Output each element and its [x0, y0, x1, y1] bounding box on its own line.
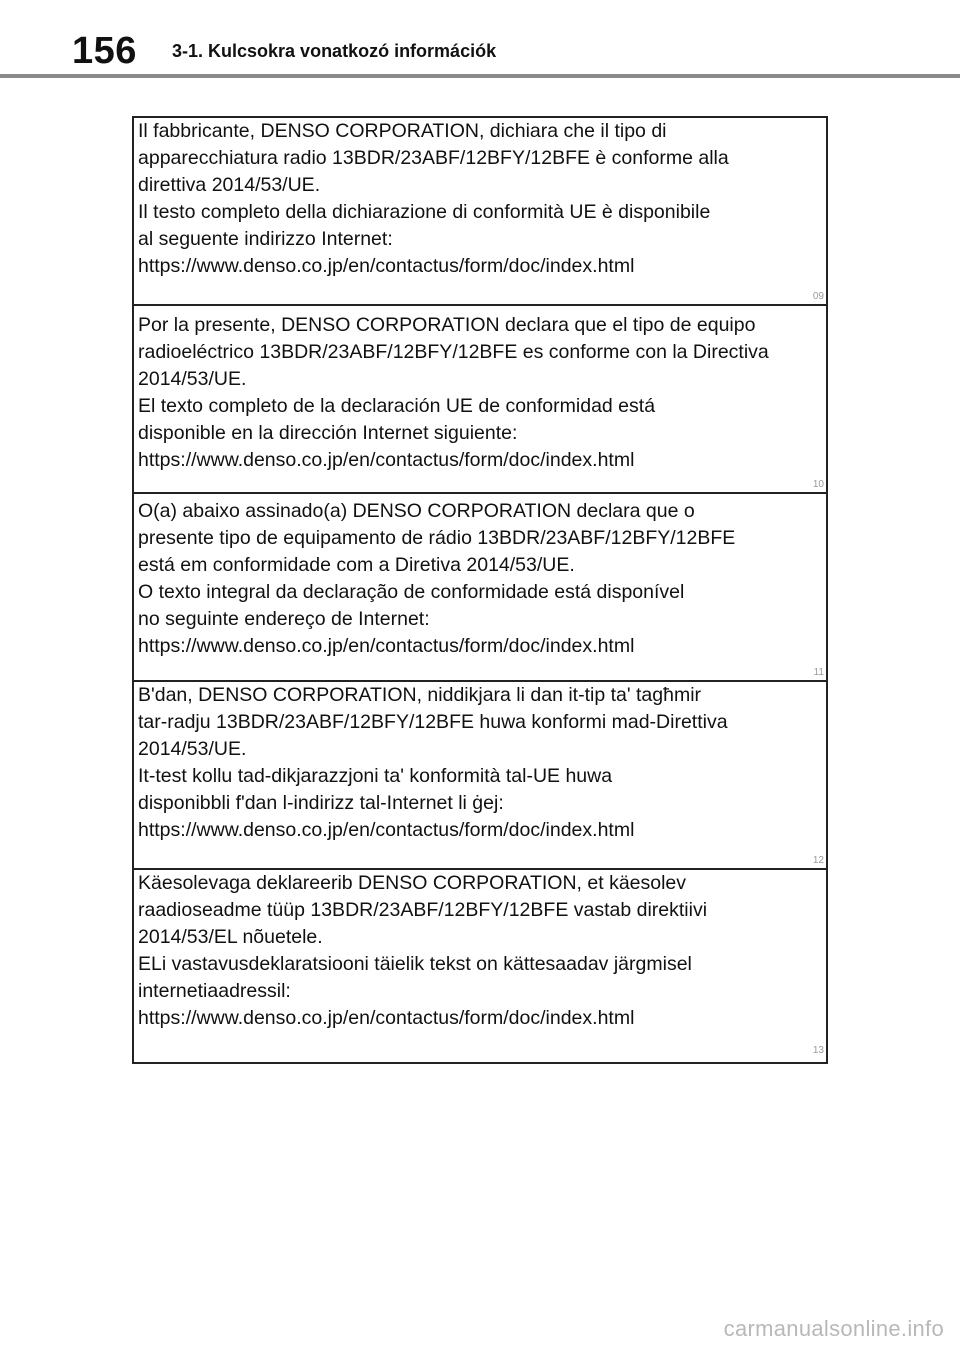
declaration-line: no seguinte endereço de Internet:: [138, 608, 430, 630]
declaration-line: Por la presente, DENSO CORPORATION declara que el tipo de equipo: [138, 314, 756, 336]
declaration-line: 2014/53/EL nõuetele.: [138, 926, 323, 948]
declaration-line: presente tipo de equipamento de rádio 13BDR/23ABF/12BFY/12BFE: [138, 527, 736, 549]
declaration-box-portuguese: [134, 494, 826, 682]
declaration-line: direttiva 2014/53/UE.: [138, 174, 321, 196]
declaration-url: https://www.denso.co.jp/en/contactus/form/doc/index.html: [138, 1007, 635, 1029]
box-number: 11: [813, 667, 824, 678]
declaration-box-estonian: [134, 870, 826, 1058]
declaration-line: O(a) abaixo assinado(a) DENSO CORPORATION declara que o: [138, 500, 695, 522]
declaration-line: radioeléctrico 13BDR/23ABF/12BFY/12BFE es conforme con la Directiva: [138, 341, 769, 363]
declaration-line: disponibbli f'dan l-indirizz tal-Internet li ġej:: [138, 792, 504, 814]
declaration-url: https://www.denso.co.jp/en/contactus/form/doc/index.html: [138, 449, 635, 471]
declaration-line: B'dan, DENSO CORPORATION, niddikjara li dan it-tip ta' tagħmir: [138, 684, 702, 706]
box-number: 10: [812, 479, 824, 490]
header-divider: [0, 74, 960, 78]
declaration-line: It-test kollu tad-dikjarazzjoni ta' konformità tal-UE huwa: [138, 765, 613, 787]
declaration-line: Käesolevaga deklareerib DENSO CORPORATION, et käesolev: [138, 872, 687, 894]
section-title: 3-1. Kulcsokra vonatkozó információk: [172, 41, 497, 61]
box-number: 13: [812, 1045, 824, 1056]
declaration-line: disponible en la dirección Internet siguiente:: [138, 422, 518, 444]
declaration-box-spanish: [134, 306, 826, 494]
declaration-line: tar-radju 13BDR/23ABF/12BFY/12BFE huwa konformi mad-Direttiva: [138, 711, 728, 733]
declaration-line: al seguente indirizzo Internet:: [138, 228, 393, 250]
declaration-box-italian: [134, 118, 826, 306]
declaration-line: O texto integral da declaração de conformidade está disponível: [138, 581, 685, 603]
watermark: carmanualsonline.info: [723, 1316, 944, 1341]
declaration-url: https://www.denso.co.jp/en/contactus/form/doc/index.html: [138, 635, 635, 657]
declaration-box-maltese: [134, 682, 826, 870]
declaration-line: está em conformidade com a Diretiva 2014/53/UE.: [138, 554, 575, 576]
declaration-line: El texto completo de la declaración UE de conformidad está: [138, 395, 656, 417]
declaration-line: raadioseadme tüüp 13BDR/23ABF/12BFY/12BFE vastab direktiivi: [138, 899, 708, 921]
box-number: 12: [812, 855, 824, 866]
page-header: [0, 0, 960, 80]
page-number: 156: [72, 30, 137, 72]
declaration-line: ELi vastavusdeklaratsiooni täielik tekst on kättesaadav järgmisel: [138, 953, 692, 975]
declaration-table: [132, 116, 828, 1064]
declaration-line: Il fabbricante, DENSO CORPORATION, dichiara che il tipo di: [138, 120, 667, 142]
box-number: 09: [812, 291, 824, 302]
declaration-url: https://www.denso.co.jp/en/contactus/form/doc/index.html: [138, 255, 635, 277]
declaration-line: Il testo completo della dichiarazione di conformità UE è disponibile: [138, 201, 711, 223]
declaration-line: 2014/53/UE.: [138, 368, 247, 390]
declaration-line: apparecchiatura radio 13BDR/23ABF/12BFY/12BFE è conforme alla: [138, 147, 729, 169]
declaration-line: internetiaadressil:: [138, 980, 291, 1002]
declaration-url: https://www.denso.co.jp/en/contactus/form/doc/index.html: [138, 819, 635, 841]
declaration-line: 2014/53/UE.: [138, 738, 247, 760]
